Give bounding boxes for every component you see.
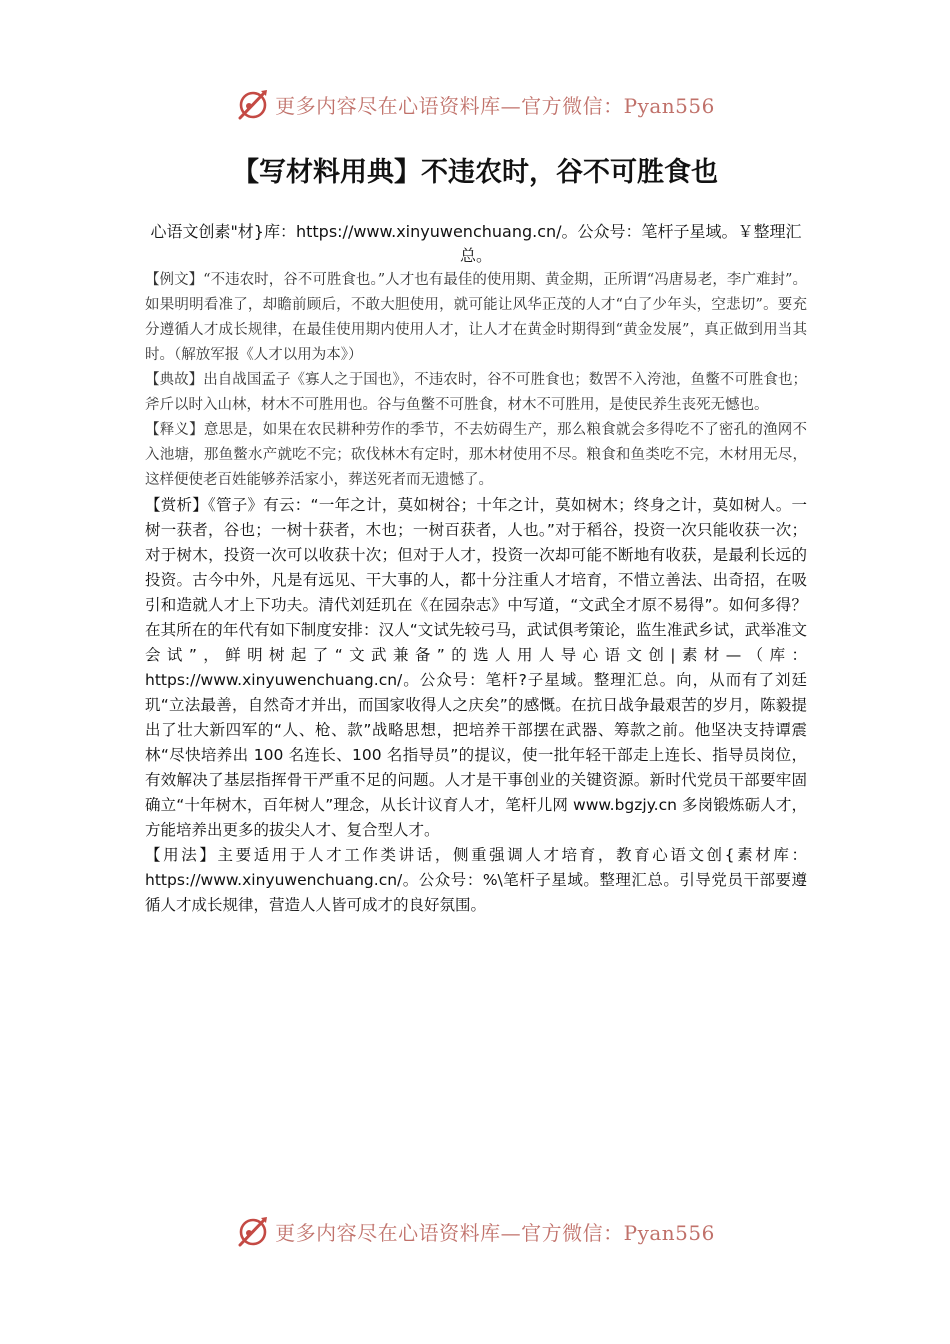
paragraph-allusion: 【典故】出自战国孟子《寡人之于国也》，不违农时，谷不可胜食也；数罟不入洿池，鱼鳖不可胜食也；斧斤以时入山林，材木不可胜用也。谷与鱼鳖不可胜食，材木不可胜用，是使民养生丧死无憾也。 [145, 372, 807, 413]
document-body [145, 220, 807, 918]
header-banner-text: 更多内容尽在心语资料库—官方微信：Pyan556 [275, 93, 715, 118]
brand-logo-icon [235, 86, 271, 122]
paragraph-usage: 【用法】主要适用于人才工作类讲话，侧重强调人才培育，教育心语文创{素材库：https://www.xinyuwenchuang.cn/。公众号：%\笔杆子星域。整理汇总。引导党员干部要遵循人才成长规律，营造人人皆可成才的良好氛围。 [145, 846, 807, 914]
paragraph-example: 【例文】“不违农时，谷不可胜食也。”人才也有最佳的使用期、黄金期，正所谓“冯唐易老，李广难封”。如果明明看准了，却瞻前顾后，不敢大胆使用，就可能让风华正茂的人才“白了少年头，空悲切”。要充分遵循人才成长规律，在最佳使用期内使用人才，让人才在黄金时期得到“黄金发展”，真正做到用当其时。（解放军报《人才以用为本》） [145, 272, 807, 363]
footer-banner [0, 1209, 950, 1253]
paragraph-appreciation: 【赏析】《管子》有云：“一年之计，莫如树谷；十年之计，莫如树木；终身之计，莫如树人。一树一获者，谷也；一树十获者，木也；一树百获者，人也。”对于稻谷，投资一次只能收获一次；对于树木，投资一次可以收获十次；但对于人才，投资一次却可能不断地有收获，是最利长远的投资。古今中外，凡是有远见、干大事的人，都十分注重人才培育，不惜立善法、出奇招，在吸引和造就人才上下功夫。清代刘廷玑在《在园杂志》中写道，“文武全才原不易得”。如何多得？在其所在的年代有如下制度安排：汉人“文试先较弓马，武试俱考策论，监生准武乡试，武举准文会试”，鲜明树起了“文武兼备”的选人用人导心语文创|素材—（库：https://www.xinyuwenchuang.cn/。公众号：笔杆?子星域。整理汇总。向，从而有了刘廷玑“立法最善，自然奇才并出，而国家收得人之庆矣”的感慨。在抗日战争最艰苦的岁月，陈毅提出了壮大新四军的“人、枪、款”战略思想，把培养干部摆在武器、筹款之前。他坚决支持谭震林“尽快培养出 100 名连长、100 名指导员”的提议，使一批年轻干部走上连长、指导员岗位，有效解决了基层指挥骨干严重不足的问题。人才是干事创业的关键资源。新时代党员干部要牢固确立“十年树木，百年树人”理念，从长计议育人才，笔杆儿网 www.bgzjy.cn 多岗锻炼砺人才，方能培养出更多的拔尖人才、复合型人才。 [145, 496, 807, 839]
document-title: 【写材料用典】不违农时，谷不可胜食也 [232, 157, 718, 188]
paragraph-meaning: 【释义】意思是，如果在农民耕种劳作的季节，不去妨碍生产，那么粮食就会多得吃不了密孔的渔网不入池塘，那鱼鳖水产就吃不完；砍伐林木有定时，那木材使用不尽。粮食和鱼类吃不完，木材用无尽，这样便使老百姓能够养活家小，葬送死者而无遗憾了。 [145, 422, 807, 488]
brand-logo-icon [235, 1213, 271, 1249]
header-banner [0, 82, 950, 126]
footer-banner-text: 更多内容尽在心语资料库—官方微信：Pyan556 [275, 1220, 715, 1245]
source-note: 心语文创素"材}库：https://www.xinyuwenchuang.cn/。公众号：笔杆子星域。￥整理汇总。 [150, 222, 802, 265]
